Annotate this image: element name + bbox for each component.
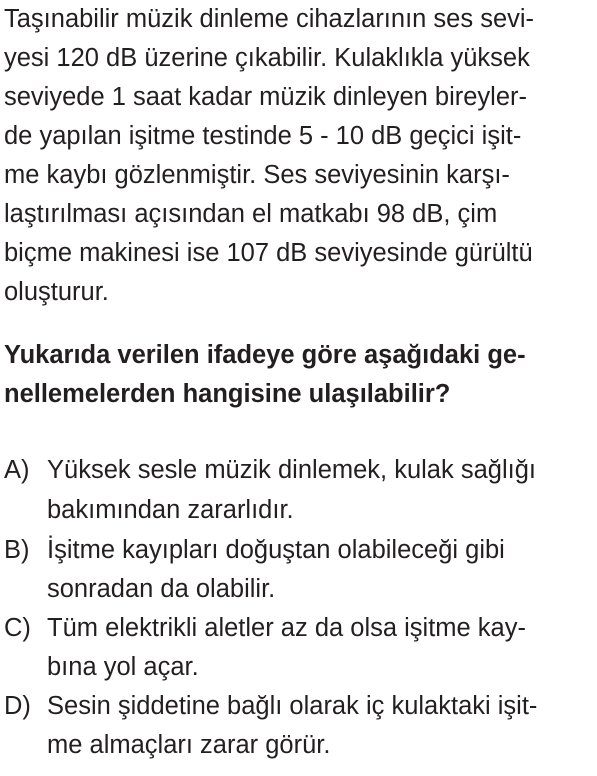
passage-line: laştırılması açısından el matkabı 98 dB, çim <box>4 200 498 228</box>
option-text: sonradan da olabilir. <box>47 575 276 603</box>
passage-line: seviyede 1 saat kadar müzik dinleyen bireyler- <box>4 83 527 111</box>
option-text: İşitme kayıpları doğuştan olabileceği gibi <box>47 536 505 564</box>
passage-line: me kaybı gözlenmiştir. Ses seviyesinin karşı- <box>4 161 510 189</box>
option-letter: A) <box>4 456 30 484</box>
option-letter: B) <box>4 536 30 564</box>
passage-line: biçme makinesi ise 107 dB seviyesinde gürültü <box>4 239 533 267</box>
passage-line: de yapılan işitme testinde 5 - 10 dB geçici işit- <box>4 122 522 150</box>
option-letter: C) <box>4 614 31 642</box>
option-text: me almaçları zarar görür. <box>47 731 331 759</box>
option-text: bakımından zararlıdır. <box>47 496 294 524</box>
passage-line: Taşınabilir müzik dinleme cihazlarının ses sevi- <box>4 5 535 33</box>
option-letter: D) <box>4 692 31 720</box>
passage-line: oluşturur. <box>4 278 109 306</box>
passage-line: yesi 120 dB üzerine çıkabilir. Kulaklıkla yüksek <box>4 44 530 72</box>
question-line: nellemelerden hangisine ulaşılabilir? <box>4 380 451 408</box>
option-text: Sesin şiddetine bağlı olarak iç kulaktaki işit- <box>47 692 538 720</box>
option-text: bına yol açar. <box>47 653 199 681</box>
option-text: Tüm elektrikli aletler az da olsa işitme kay- <box>47 614 526 642</box>
option-text: Yüksek sesle müzik dinlemek, kulak sağlığı <box>47 456 536 484</box>
question-line: Yukarıda verilen ifadeye göre aşağıdaki ge- <box>4 341 526 369</box>
